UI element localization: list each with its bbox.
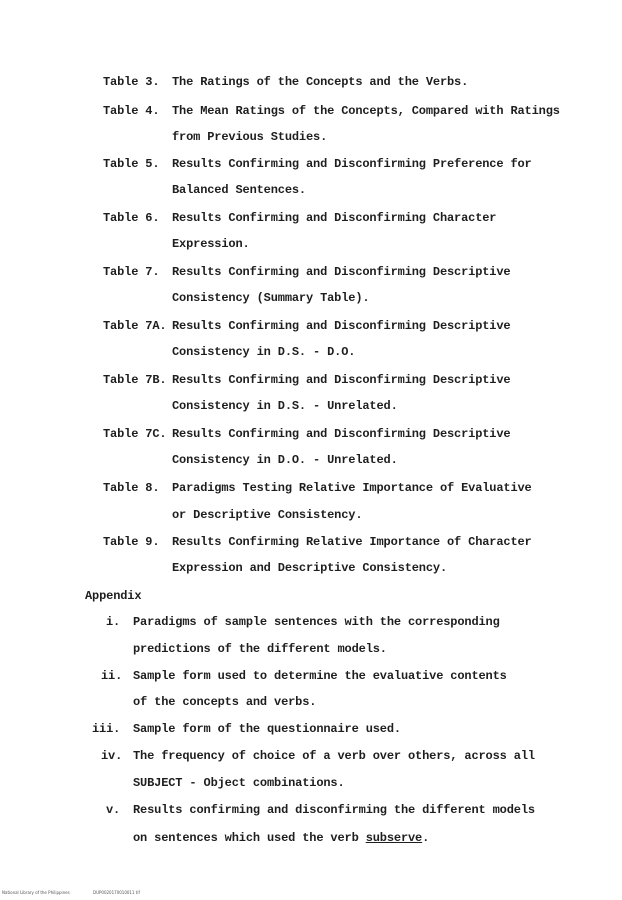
table-title-cont: Consistency in D.S. - Unrelated.: [172, 399, 398, 413]
appendix-heading: Appendix: [85, 589, 142, 603]
table-label: Table 8.: [103, 481, 160, 495]
appendix-label: iv.: [101, 749, 123, 763]
table-title: Results Confirming and Disconfirming Descriptive: [172, 265, 511, 279]
table-title-cont: Consistency (Summary Table).: [172, 291, 370, 305]
table-title-cont: Expression.: [172, 237, 250, 251]
appendix-text: Paradigms of sample sentences with the corresponding: [133, 615, 500, 629]
table-title: Results Confirming and Disconfirming Descriptive: [172, 427, 511, 441]
appendix-text: Sample form of the questionnaire used.: [133, 722, 401, 736]
appendix-text-cont: of the concepts and verbs.: [133, 695, 317, 709]
appendix-label: ii.: [101, 669, 123, 683]
scan-footer: [2, 890, 140, 895]
table-title: Results Confirming and Disconfirming Descriptive: [172, 319, 511, 333]
table-label: Table 4.: [103, 104, 160, 118]
table-title: Paradigms Testing Relative Importance of Evaluative: [172, 481, 532, 495]
appendix-text-plain: on sentences which used the verb: [133, 831, 366, 845]
table-title-cont: or Descriptive Consistency.: [172, 508, 363, 522]
table-title: Results Confirming and Disconfirming Preference for: [172, 157, 532, 171]
sentence-end: .: [422, 831, 430, 845]
appendix-text-cont: [133, 831, 429, 845]
table-label: Table 9.: [103, 535, 160, 549]
footer-library: National Library of the Philippines: [2, 890, 70, 895]
appendix-label: v.: [106, 803, 121, 817]
appendix-text: Sample form used to determine the evaluative contents: [133, 669, 507, 683]
table-title-cont: Expression and Descriptive Consistency.: [172, 561, 447, 575]
appendix-text-cont: SUBJECT - Object combinations.: [133, 776, 345, 790]
appendix-label: iii.: [92, 722, 121, 736]
table-title: Results Confirming Relative Importance of Character: [172, 535, 532, 549]
table-label: Table 7B.: [103, 373, 167, 387]
table-label: Table 6.: [103, 211, 160, 225]
footer-file-id: DUP0020170010011 tif: [93, 890, 140, 895]
appendix-label: i.: [106, 615, 121, 629]
table-label: Table 3.: [103, 75, 160, 89]
appendix-text: The frequency of choice of a verb over others, across all: [133, 749, 535, 763]
table-label: Table 7A.: [103, 319, 167, 333]
underlined-verb: subserve: [365, 831, 423, 845]
table-title: Results Confirming and Disconfirming Descriptive: [172, 373, 511, 387]
table-title-cont: Balanced Sentences.: [172, 183, 306, 197]
table-title-cont: Consistency in D.S. - D.O.: [172, 345, 356, 359]
table-label: Table 7C.: [103, 427, 167, 441]
table-title: The Ratings of the Concepts and the Verbs.: [172, 75, 469, 89]
table-title-cont: from Previous Studies.: [172, 130, 328, 144]
table-title: The Mean Ratings of the Concepts, Compared with Ratings: [172, 104, 560, 118]
table-title: Results Confirming and Disconfirming Character: [172, 211, 497, 225]
table-title-cont: Consistency in D.O. - Unrelated.: [172, 453, 398, 467]
appendix-text: Results confirming and disconfirming the different models: [133, 803, 535, 817]
appendix-text-cont: predictions of the different models.: [133, 642, 387, 656]
table-label: Table 5.: [103, 157, 160, 171]
table-label: Table 7.: [103, 265, 160, 279]
